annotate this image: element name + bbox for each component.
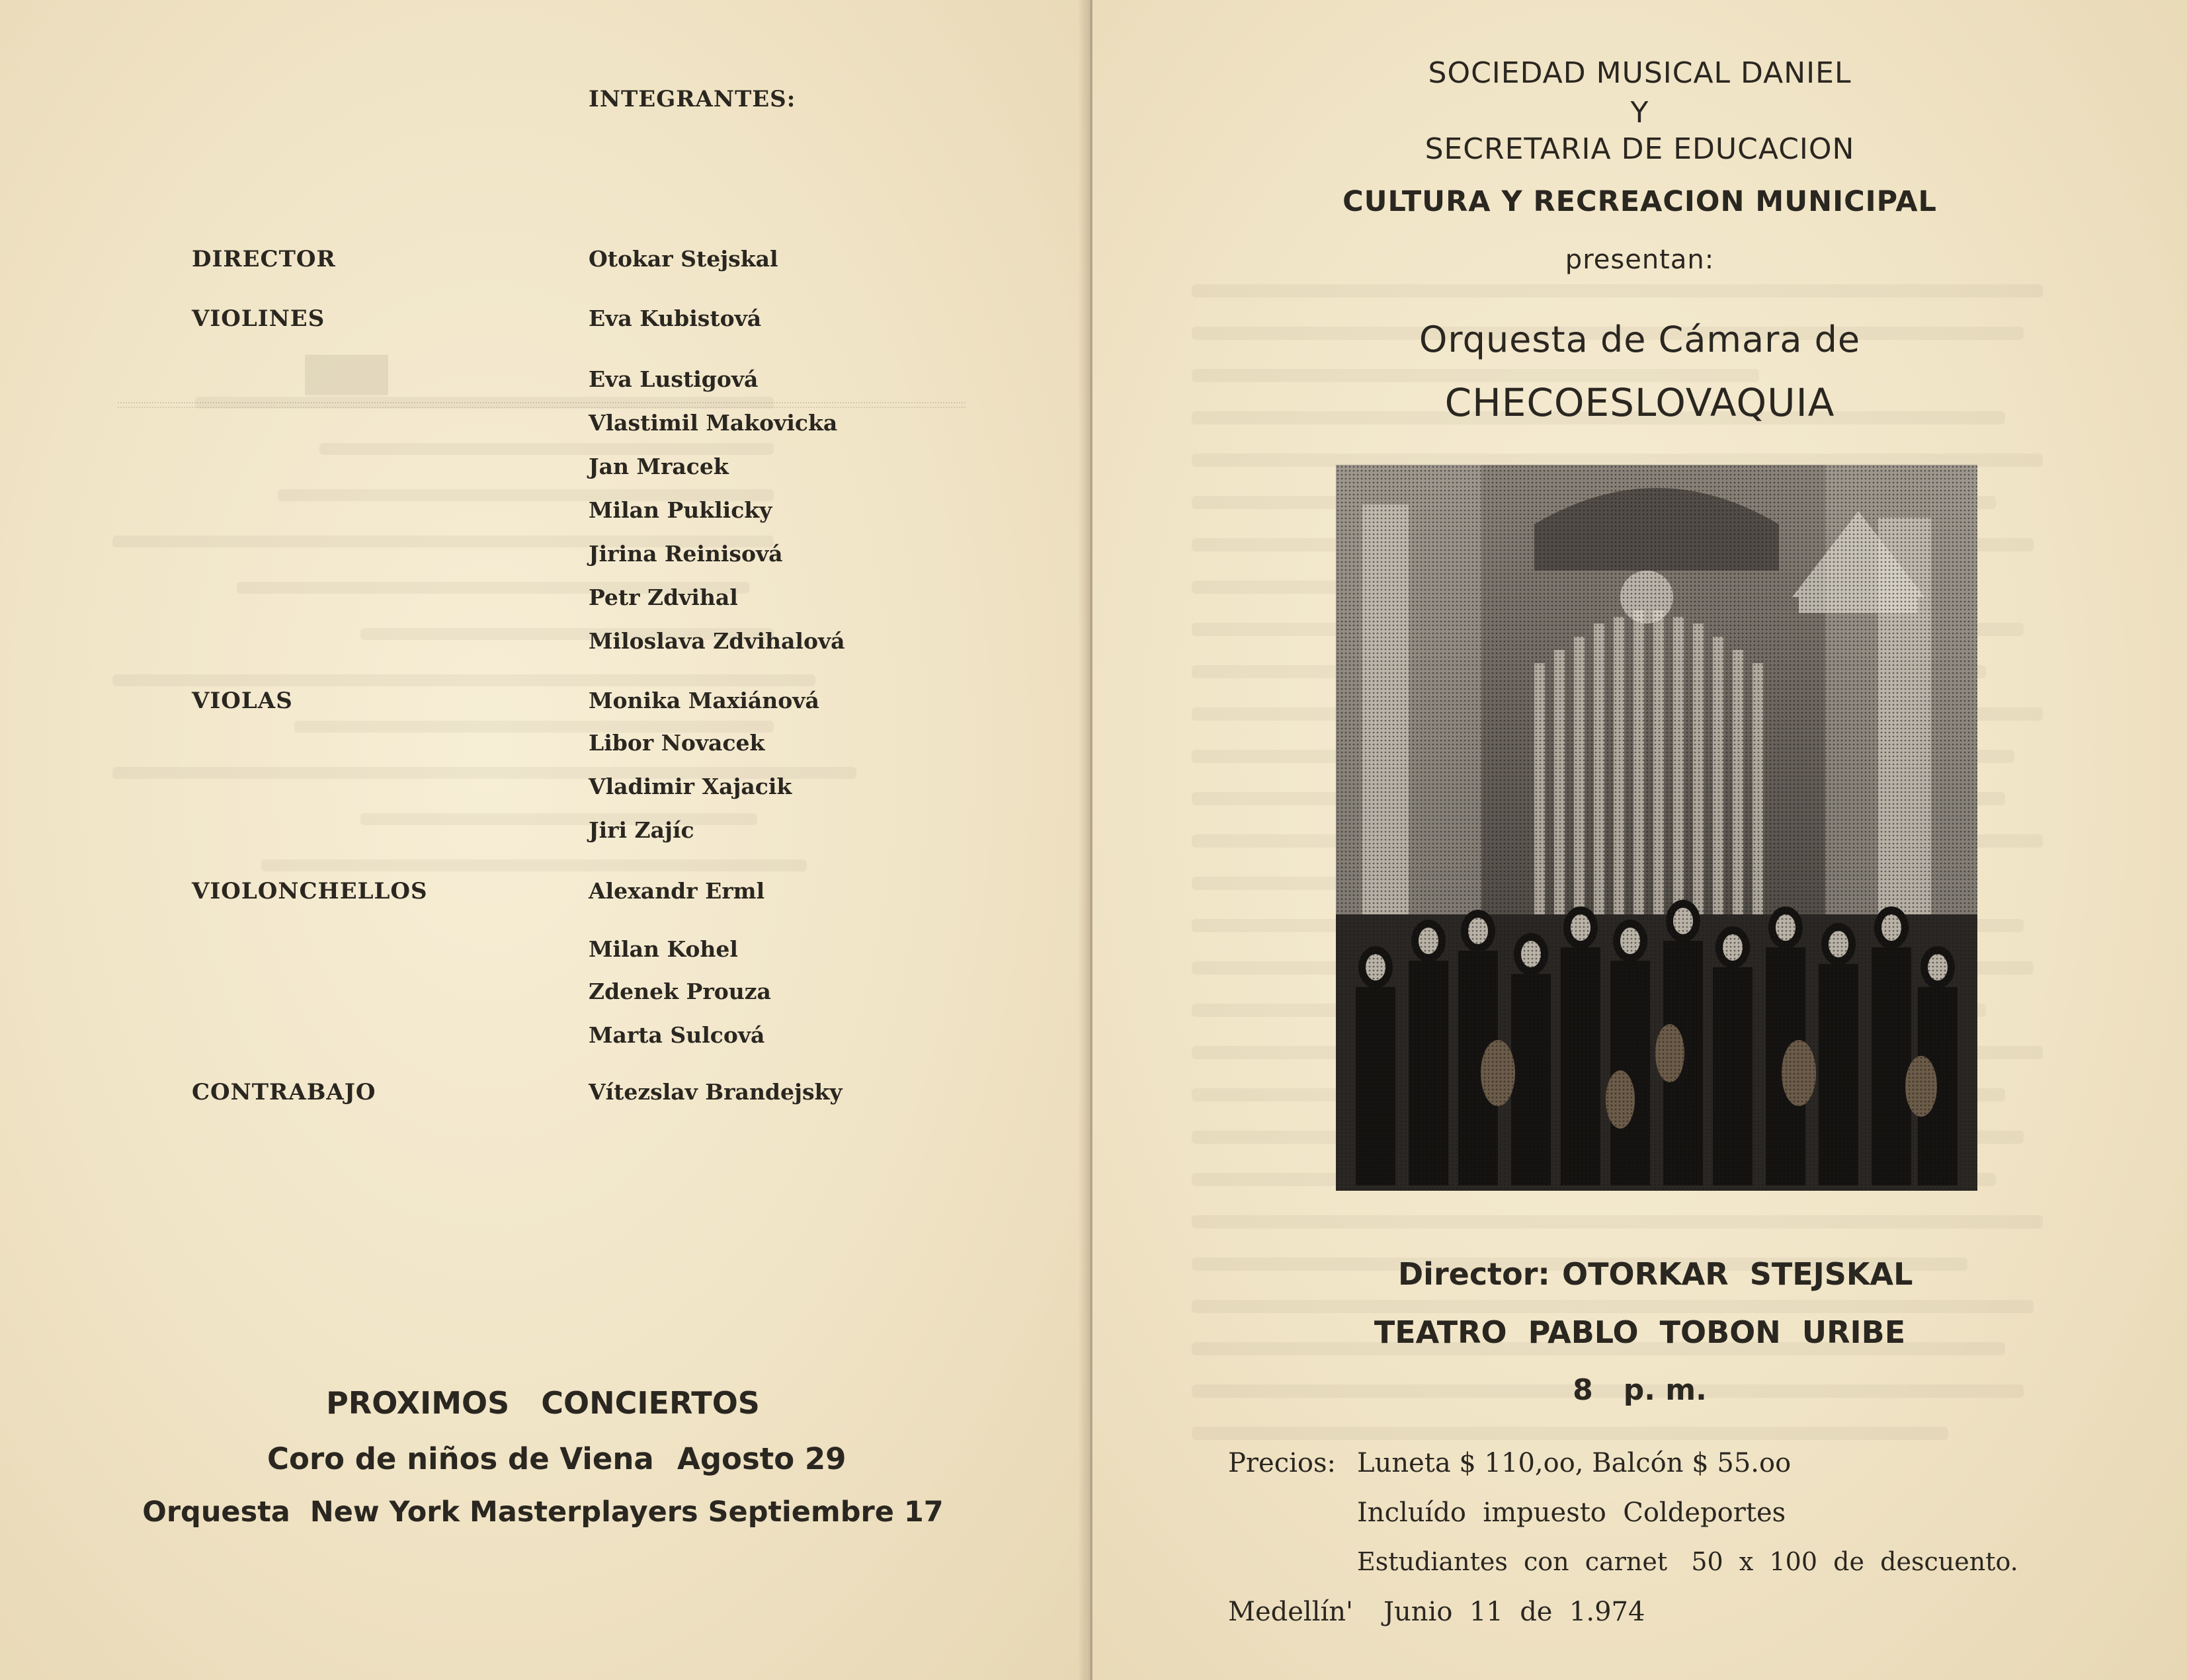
venue: TEATRO PABLO TOBON URIBE <box>1374 1314 1906 1350</box>
director-name: OTORKAR STEJSKAL <box>1562 1256 1913 1292</box>
section-label-violonchellos: VIOLONCHELLOS <box>192 878 428 904</box>
orchestra-line-1: Orquesta de Cámara de <box>1419 319 1861 360</box>
member-name: Petr Zdvihal <box>589 584 738 610</box>
bleed-through-program-title: ▬ <box>291 301 398 429</box>
place-city: Medellín' <box>1228 1597 1354 1627</box>
member-name: Eva Lustigová <box>589 366 759 392</box>
orchestra-photo-illustration <box>1336 465 1977 1191</box>
director-label: Director: <box>1398 1256 1550 1292</box>
member-name: Alexandr Erml <box>589 878 765 904</box>
member-name: Jan Mracek <box>589 454 729 479</box>
orchestra-photo <box>1336 465 1977 1191</box>
member-name: Vladimir Xajacik <box>589 774 792 799</box>
concert-time: 8 p. m. <box>1573 1373 1707 1407</box>
section-label-violines: VIOLINES <box>192 305 325 332</box>
member-name: Monika Maxiánová <box>589 688 819 713</box>
header-line-3: SECRETARIA DE EDUCACION <box>1424 132 1855 166</box>
place-date: Junio 11 de 1.974 <box>1383 1597 1645 1627</box>
prices-line-1: Luneta $ 110,oo, Balcón $ 55.oo <box>1357 1448 1792 1478</box>
member-name: Otokar Stejskal <box>589 246 778 272</box>
member-name: Marta Sulcová <box>589 1022 765 1048</box>
member-name: Vlastimil Makovicka <box>589 410 838 436</box>
header-line-4: CULTURA Y RECREACION MUNICIPAL <box>1342 185 1937 218</box>
presentan: presentan: <box>1565 245 1715 275</box>
proximos-date-1: Agosto 29 <box>677 1441 846 1476</box>
left-page <box>0 0 1086 1680</box>
section-label-contrabajo: CONTRABAJO <box>192 1079 376 1105</box>
member-name: Zdenek Prouza <box>589 979 771 1004</box>
orchestra-line-2: CHECOESLOVAQUIA <box>1444 380 1835 425</box>
member-name: Libor Novacek <box>589 730 765 756</box>
section-label-violas: VIOLAS <box>192 688 293 714</box>
proximos-event-1: Coro de niños de Viena <box>267 1441 654 1476</box>
integrantes-heading: INTEGRANTES: <box>589 86 796 112</box>
header-line-2: Y <box>1630 96 1649 130</box>
member-name: Milan Kohel <box>589 936 738 962</box>
member-name: Vítezslav Brandejsky <box>589 1079 843 1105</box>
right-page <box>1093 0 2187 1680</box>
member-name: Jirina Reinisová <box>589 541 783 567</box>
prices-line-3: Estudiantes con carnet 50 x 100 de descuento. <box>1357 1547 2018 1576</box>
proximos-event-2: Orquesta New York Masterplayers Septiembre 17 <box>142 1496 944 1529</box>
header-line-1: SOCIEDAD MUSICAL DANIEL <box>1428 56 1852 90</box>
member-name: Eva Kubistová <box>589 305 762 331</box>
member-name: Miloslava Zdvihalová <box>589 628 845 654</box>
prices-line-2: Incluído impuesto Coldeportes <box>1357 1498 1786 1528</box>
proximos-heading: PROXIMOS CONCIERTOS <box>326 1385 760 1421</box>
section-label-director: DIRECTOR <box>192 246 336 272</box>
member-name: Milan Puklicky <box>589 497 772 523</box>
member-name: Jiri Zajíc <box>589 817 694 843</box>
prices-label: Precios: <box>1228 1448 1336 1478</box>
